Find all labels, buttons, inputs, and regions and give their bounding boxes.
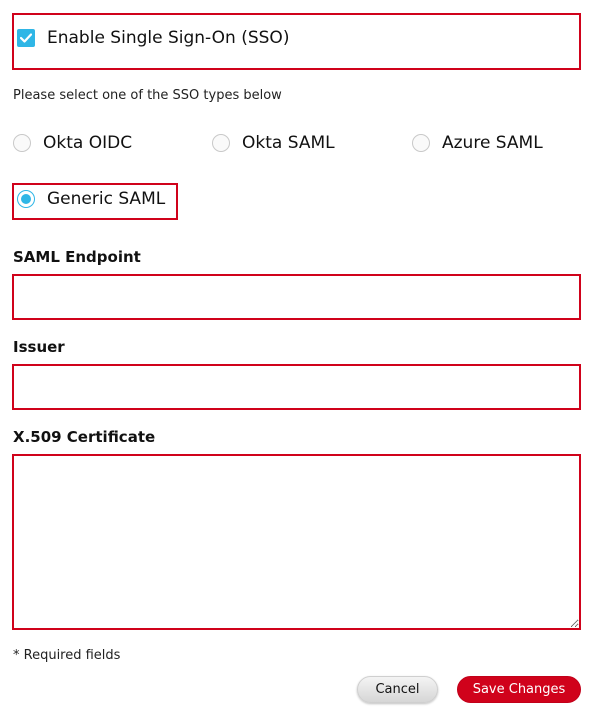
sso-type-generic-saml[interactable] [12,183,178,220]
sso-type-okta-oidc[interactable] [13,133,132,153]
enable-sso-section [12,13,581,70]
certificate-textarea[interactable] [12,454,581,630]
saml-endpoint-input[interactable] [12,274,581,320]
issuer-input[interactable] [12,364,581,410]
okta-saml-label[interactable]: Okta SAML [242,133,335,153]
sso-type-okta-saml[interactable] [212,133,335,153]
generic-saml-label[interactable]: Generic SAML [47,189,166,209]
enable-sso-label[interactable]: Enable Single Sign-On (SSO) [47,28,290,48]
generic-saml-radio[interactable] [17,190,35,208]
sso-type-instruction: Please select one of the SSO types below [13,88,282,103]
okta-oidc-label[interactable]: Okta OIDC [43,133,133,153]
save-changes-button[interactable]: Save Changes [457,676,581,703]
checkmark-icon [20,33,32,43]
radio-selected-dot [21,194,31,204]
okta-oidc-radio[interactable] [13,134,31,152]
issuer-label: Issuer [13,338,65,356]
azure-saml-radio[interactable] [412,134,430,152]
cancel-button[interactable]: Cancel [357,676,438,703]
saml-endpoint-label: SAML Endpoint [13,248,141,266]
sso-type-azure-saml[interactable] [412,133,543,153]
azure-saml-label[interactable]: Azure SAML [442,133,543,153]
okta-saml-radio[interactable] [212,134,230,152]
enable-sso-checkbox[interactable] [17,29,35,47]
required-fields-note: * Required fields [13,648,121,663]
certificate-label: X.509 Certificate [13,428,156,446]
